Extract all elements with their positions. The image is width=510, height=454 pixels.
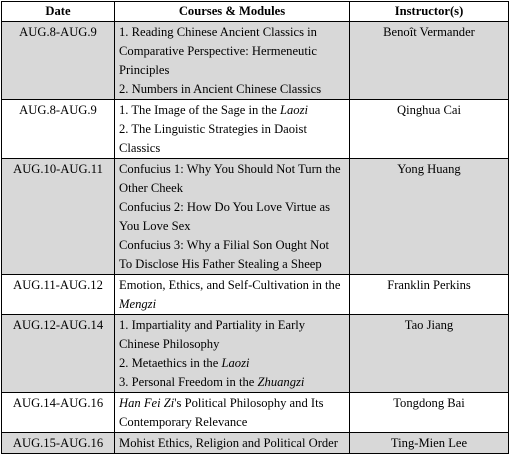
- course-text: 2. The Linguistic Strategies in Daoist: [119, 122, 307, 136]
- table-row: [2, 100, 509, 159]
- header-date: Date: [2, 2, 115, 22]
- course-text: Confucius 2: How Do You Love Virtue as: [119, 200, 330, 214]
- course-line: [119, 354, 345, 373]
- course-title-italic: Han Fei Zi: [119, 396, 175, 410]
- course-text: To Disclose His Father Stealing a Sheep: [119, 257, 322, 271]
- course-text: Comparative Perspective: Hermeneutic: [119, 44, 317, 58]
- course-text: You Love Sex: [119, 219, 191, 233]
- table-row: [2, 393, 509, 433]
- course-line: [119, 179, 345, 198]
- course-line: [119, 80, 345, 99]
- header-row: [2, 2, 509, 22]
- header-courses: Courses & Modules: [115, 2, 350, 22]
- course-line: [119, 276, 345, 295]
- course-line: [119, 217, 345, 236]
- instructor-cell: Ting-Mien Lee: [350, 433, 509, 454]
- table-row: [2, 159, 509, 275]
- course-line: [119, 120, 345, 139]
- course-text: 3. Personal Freedom in the: [119, 375, 258, 389]
- instructor-cell: Yong Huang: [350, 159, 509, 275]
- date-cell: AUG.12-AUG.14: [2, 315, 115, 393]
- courses-cell: [115, 159, 350, 275]
- course-line: [119, 101, 345, 120]
- course-line: [119, 413, 345, 432]
- date-cell: AUG.8-AUG.9: [2, 22, 115, 100]
- course-line: [119, 316, 345, 335]
- course-line: [119, 373, 345, 392]
- course-text: Principles: [119, 63, 170, 77]
- course-title-italic: Zhuangzi: [257, 375, 305, 389]
- course-text: Mohist Ethics, Religion and Political Order: [119, 436, 338, 450]
- header-instructor: Instructor(s): [350, 2, 509, 22]
- courses-cell: [115, 393, 350, 433]
- course-line: [119, 160, 345, 179]
- date-cell: AUG.11-AUG.12: [2, 275, 115, 315]
- course-line: [119, 42, 345, 61]
- course-text: Chinese Philosophy: [119, 337, 220, 351]
- instructor-cell: Tongdong Bai: [350, 393, 509, 433]
- course-text: 1. Reading Chinese Ancient Classics in: [119, 25, 317, 39]
- course-line: [119, 198, 345, 217]
- course-title-italic: Laozi: [280, 103, 308, 117]
- date-cell: AUG.8-AUG.9: [2, 100, 115, 159]
- courses-cell: [115, 275, 350, 315]
- courses-cell: [115, 22, 350, 100]
- course-text: Confucius 1: Why You Should Not Turn the: [119, 162, 341, 176]
- course-text: 's Political Philosophy and Its: [174, 396, 324, 410]
- table-row: [2, 433, 509, 454]
- instructor-cell: Benoît Vermander: [350, 22, 509, 100]
- course-text: Other Cheek: [119, 181, 183, 195]
- schedule-body: [2, 22, 509, 454]
- course-line: [119, 23, 345, 42]
- course-text: Confucius 3: Why a Filial Son Ought Not: [119, 238, 330, 252]
- course-line: [119, 139, 345, 158]
- courses-cell: [115, 433, 350, 454]
- course-text: 1. The Image of the Sage in the: [119, 103, 280, 117]
- course-text: Emotion, Ethics, and Self-Cultivation in the: [119, 278, 341, 292]
- course-line: [119, 255, 345, 274]
- table-row: [2, 315, 509, 393]
- course-line: [119, 394, 345, 413]
- course-line: [119, 335, 345, 354]
- course-title-italic: Laozi: [221, 356, 250, 370]
- course-text: 1. Impartiality and Partiality in Early: [119, 318, 306, 332]
- instructor-cell: Tao Jiang: [350, 315, 509, 393]
- table-row: [2, 22, 509, 100]
- date-cell: AUG.15-AUG.16: [2, 433, 115, 454]
- instructor-cell: Franklin Perkins: [350, 275, 509, 315]
- course-text: Contemporary Relevance: [119, 415, 248, 429]
- courses-cell: [115, 100, 350, 159]
- schedule-table: [1, 1, 509, 454]
- course-title-italic: Mengzi: [119, 297, 157, 311]
- table-row: [2, 275, 509, 315]
- date-cell: AUG.14-AUG.16: [2, 393, 115, 433]
- course-line: [119, 61, 345, 80]
- course-line: [119, 236, 345, 255]
- courses-cell: [115, 315, 350, 393]
- course-text: Classics: [119, 141, 161, 155]
- course-text: 2. Numbers in Ancient Chinese Classics: [119, 82, 322, 96]
- course-line: [119, 295, 345, 314]
- instructor-cell: Qinghua Cai: [350, 100, 509, 159]
- date-cell: AUG.10-AUG.11: [2, 159, 115, 275]
- course-text: 2. Metaethics in the: [119, 356, 222, 370]
